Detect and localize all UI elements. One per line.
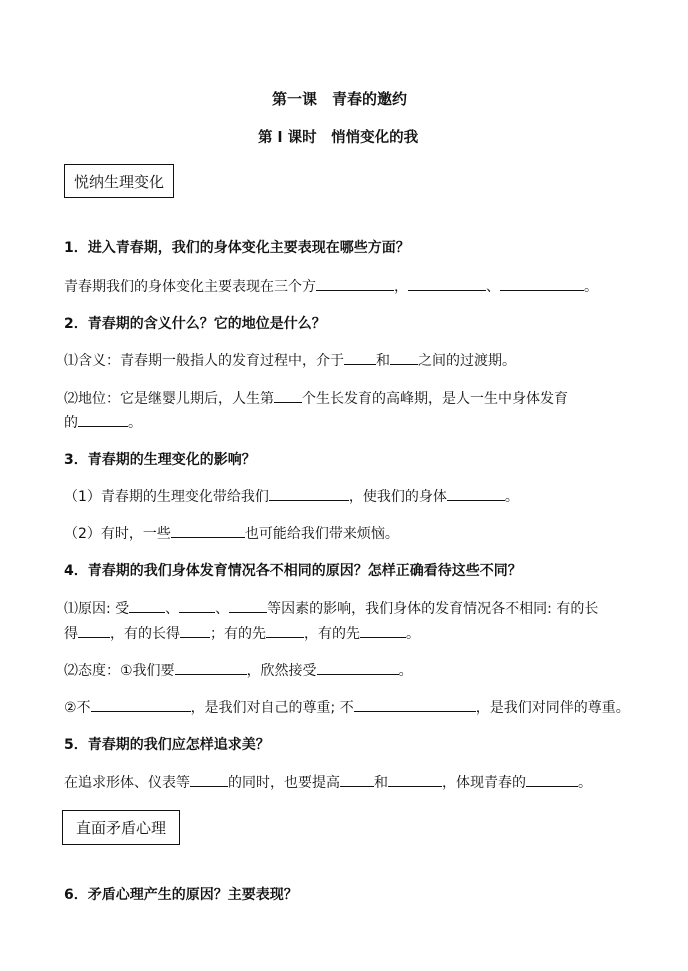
fill-blank[interactable]	[190, 772, 228, 787]
answer-line: ⑵态度：①我们要 ，欣然接受 。	[64, 660, 413, 680]
section-box-label: 悦纳生理变化	[73, 172, 164, 191]
fill-blank[interactable]	[91, 697, 191, 712]
section-box-physiology	[64, 164, 174, 198]
answer-line: ⑵地位：它是继婴儿期后，人生第 个生长发育的高峰期，是人一生中身体发育	[64, 388, 568, 408]
answer-line: ⑴含义：青春期一般指人的发育过程中，介于 和 之间的过渡期。	[64, 350, 516, 370]
lesson-title: 第一课 青春的邀约	[272, 90, 408, 108]
answer-line: （1）青春期的生理变化带给我们 ，使我们的身体 。	[64, 486, 519, 506]
fill-blank[interactable]	[78, 412, 128, 427]
answer-line: 青春期我们的身体变化主要表现在三个方 ， 、 。	[64, 276, 598, 296]
answer-line: （2）有时，一些 也可能给我们带来烦恼。	[64, 523, 399, 543]
fill-blank[interactable]	[390, 350, 418, 365]
fill-blank[interactable]	[526, 772, 578, 787]
fill-blank[interactable]	[344, 350, 376, 365]
section-box-label: 直面矛盾心理	[75, 819, 166, 837]
fill-blank[interactable]	[229, 598, 267, 613]
fill-blank[interactable]	[316, 276, 394, 291]
fill-blank[interactable]	[408, 276, 486, 291]
fill-blank[interactable]	[388, 772, 442, 787]
question-6: 6．矛盾心理产生的原因？主要表现？	[64, 887, 298, 903]
fill-blank[interactable]	[360, 623, 406, 638]
section-box-psychology	[62, 810, 180, 845]
section-title: 第 l 课时 悄悄变化的我	[258, 130, 419, 146]
fill-blank[interactable]	[354, 697, 476, 712]
fill-blank[interactable]	[274, 388, 302, 403]
question-5: 5．青春期的我们应怎样追求美？	[64, 737, 270, 753]
question-1: 1．进入青春期，我们的身体变化主要表现在哪些方面？	[64, 240, 410, 256]
question-4: 4．青春期的我们身体发育情况各不相同的原因？怎样正确看待这些不同？	[64, 563, 522, 579]
fill-blank[interactable]	[340, 772, 374, 787]
fill-blank[interactable]	[175, 660, 247, 675]
answer-line: 得 ，有的长得 ；有的先 ，有的先 。	[64, 623, 420, 643]
fill-blank[interactable]	[179, 598, 215, 613]
fill-blank[interactable]	[129, 598, 165, 613]
fill-blank[interactable]	[266, 623, 304, 638]
fill-blank[interactable]	[180, 623, 210, 638]
fill-blank[interactable]	[500, 276, 584, 291]
question-3: 3．青春期的生理变化的影响？	[64, 452, 256, 468]
answer-line: 的 。	[64, 412, 142, 432]
fill-blank[interactable]	[171, 523, 245, 538]
fill-blank[interactable]	[269, 486, 349, 501]
fill-blank[interactable]	[317, 660, 399, 675]
question-2: 2．青春期的含义什么？它的地位是什么？	[64, 316, 326, 332]
answer-line: ②不 ，是我们对自己的尊重; 不 ，是我们对同伴的尊重。	[64, 697, 630, 717]
fill-blank[interactable]	[78, 623, 110, 638]
fill-blank[interactable]	[447, 486, 505, 501]
answer-line: ⑴原因: 受 、 、 等因素的影响，我们身体的发育情况各不相同: 有的长	[64, 598, 598, 618]
answer-line: 在追求形体、仪表等 的同时，也要提高 和 ，体现青春的 。	[64, 772, 592, 792]
